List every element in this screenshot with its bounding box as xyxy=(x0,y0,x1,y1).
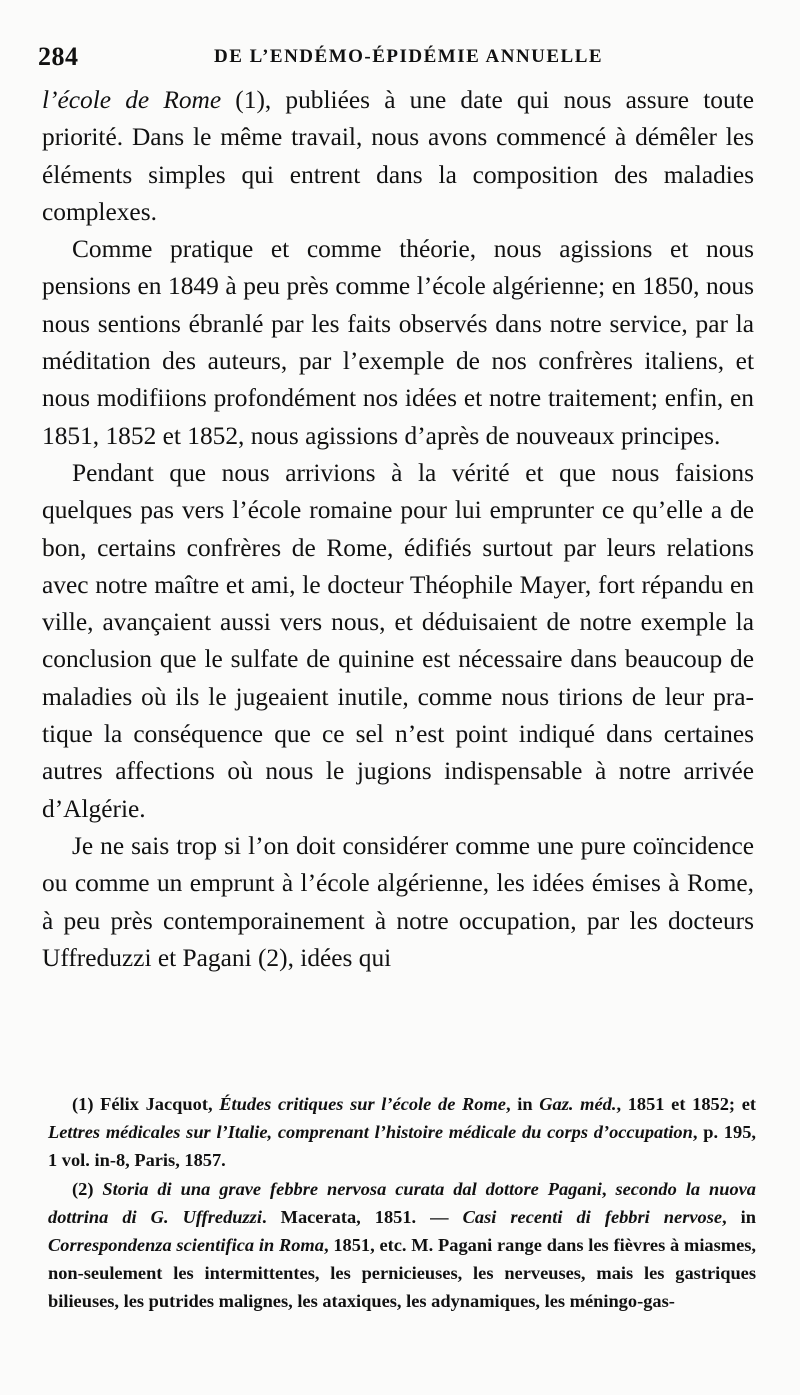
footnote-2-place: . Macerata, 1851. — xyxy=(261,1206,463,1227)
body-text xyxy=(42,82,754,977)
footnote-2-sep: , xyxy=(601,1178,616,1199)
paragraph-1-text: (1), publiées à une date qui nous assure toute priorité. Dans le même travail, nous avons commencé à démêler les éléments simples qui entrent dans la composition des maladies complexes. xyxy=(42,86,754,226)
footnote-1-sep: , in xyxy=(505,1094,540,1114)
footnote-1-author: Félix Jacquot, xyxy=(93,1094,220,1114)
footnote-1-title: Études critiques sur l’école de Rome xyxy=(219,1094,506,1114)
paragraph-2: Comme pratique et comme théorie, nous agissions et nous pensions en 1849 à peu près comme l’école algérienne; en 1850, nous nous sentions ébranlé par les faits observés dans notre service, par la méditation des auteurs, par l’exemple de nos confrères italiens, et nous modifiions profondément nos idées et notre traitement; enfin, en 1851, 1852 et 1852, nous agissions d’après de nouveaux principes. xyxy=(42,235,754,450)
running-head: DE L’ENDÉMO-ÉPIDÉMIE ANNUELLE xyxy=(214,46,604,67)
footnote-1-title-2: Lettres médicales sur l’Italie, comprenant l’histoire médicale du corps d’occupation xyxy=(48,1122,693,1143)
paragraph-1-italic: l’école de Rome xyxy=(42,86,222,114)
footnote-1-years: , 1851 et 1852; et xyxy=(616,1094,756,1114)
footnote-2-title-3: Casi recenti di febbri nervose xyxy=(462,1206,723,1227)
footnote-1 xyxy=(48,1090,756,1175)
paragraph-4: Je ne sais trop si l’on doit considérer comme une pure coïncidence ou comme un emprunt à l’école algérienne, les idées émises à Rome, à peu près contemporainement à notre occupation, par les docteurs Uffreduzzi et Pagani (2), idées qui xyxy=(42,831,754,972)
footnote-2 xyxy=(48,1175,756,1316)
footnote-1-tail: , p. 195, 1 vol. in-8, Paris, 1857. xyxy=(48,1122,756,1171)
page-header xyxy=(38,40,758,76)
footnote-2-title-2: secondo la nuova dottrina di G. Uffreduzzi xyxy=(48,1178,757,1227)
paragraph-1 xyxy=(42,82,754,231)
footnote-1-journal: Gaz. méd. xyxy=(539,1094,617,1114)
footnote-2-sep-2: , in xyxy=(722,1206,756,1227)
footnote-2-marker: (2) xyxy=(72,1178,94,1199)
footnote-2-title: Storia di una grave febbre nervosa curata dal dottore Pagani xyxy=(93,1178,602,1199)
paragraph-3: Pendant que nous arrivions à la vérité et que nous faisions quelques pas vers l’école romaine pour lui emprunter ce qu’elle a de bon, certains confrères de Rome, édifiés surtout par leurs relations avec notre maître et ami, le docteur Théophile Mayer, fort répandu en ville, avançaient aussi vers nous, et déduisaient de notre exemple la conclusion que le sulfate de quinine est nécessaire dans beaucoup de maladies où ils le jugeaient inutile, comme nous tirions de leur pratique la conséquence que ce sel n’est point indiqué dans certaines autres affections où nous le jugions indispensable à notre arrivée d’Algérie. xyxy=(42,458,754,823)
footnote-2-journal: Correspondenza scientifica in Roma xyxy=(48,1235,324,1256)
footnote-2-tail: , 1851, etc. M. Pagani range dans les fièvres à miasmes, non-seulement les intermittentes, les pernicieuses, les nerveuses, mais les gastriques bilieuses, les putrides malignes, les ataxiques, les adynamiques, les méningo-gas- xyxy=(48,1235,757,1312)
footnotes xyxy=(48,1090,756,1316)
page-number: 284 xyxy=(38,42,79,71)
footnote-1-marker: (1) xyxy=(72,1094,94,1114)
